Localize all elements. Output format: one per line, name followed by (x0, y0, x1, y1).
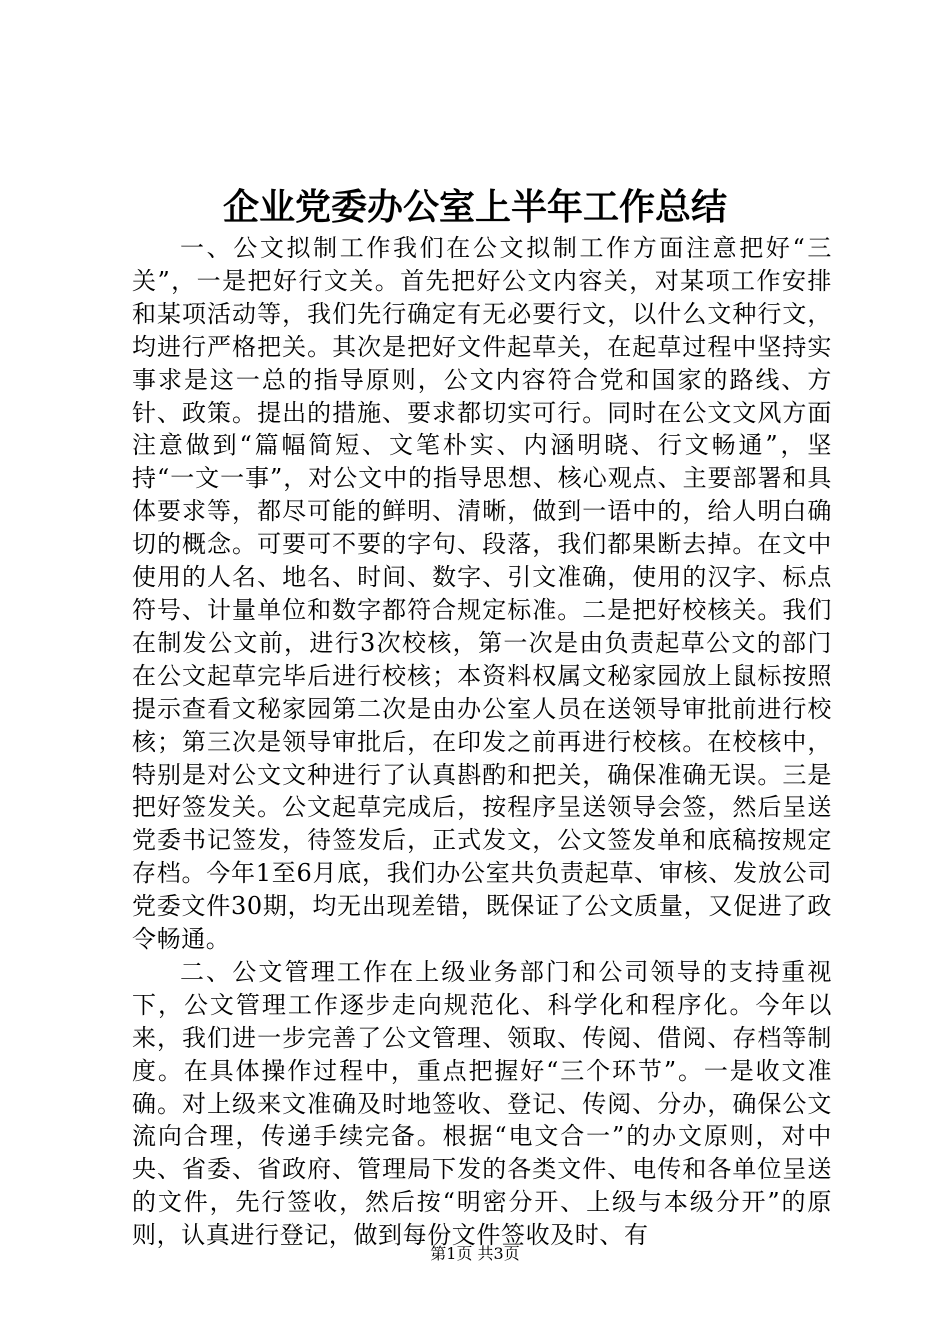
page-indicator: 第1页 共3页 (430, 1244, 520, 1263)
paragraph-1: 一、公文拟制工作我们在公文拟制工作方面注意把好“三关”，一是把好行文关。首先把好公文内容关，对某项工作安排和某项活动等，我们先行确定有无必要行文，以什么文种行文，均进行严格把关。其次是把好文件起草关，在起草过程中坚持实事求是这一总的指导原则，公文内容符合党和国家的路线、方针、政策。提出的措施、要求都切实可行。同时在公文文风方面注意做到“篇幅简短、文笔朴实、内涵明晓、行文畅通”，坚持“一文一事”，对公文中的指导思想、核心观点、主要部署和具体要求等，都尽可能的鲜明、清晰，做到一语中的，给人明白确切的概念。可要可不要的字句、段落，我们都果断去掉。在文中使用的人名、地名、时间、数字、引文准确，使用的汉字、标点符号、计量单位和数字都符合规定标准。二是把好校核关。我们在制发公文前，进行3次校核，第一次是由负责起草公文的部门在公文起草完毕后进行校核；本资料权属文秘家园放上鼠标按照提示查看文秘家园第二次是由办公室人员在送领导审批前进行校核；第三次是领导审批后，在印发之前再进行校核。在校核中，特别是对公文文种进行了认真斟酌和把关，确保准确无误。三是把好签发关。公文起草完成后，按程序呈送领导会签，然后呈送党委书记签发，待签发后，正式发文，公文签发单和底稿按规定存档。今年1至6月底，我们办公室共负责起草、审核、发放公司党委文件30期，均无出现差错，既保证了公文质量，又促进了政令畅通。 (132, 234, 832, 954)
document-title: 企业党委办公室上半年工作总结 (222, 186, 727, 228)
document-body (132, 232, 832, 1252)
paragraph-2: 二、公文管理工作在上级业务部门和公司领导的支持重视下，公文管理工作逐步走向规范化、科学化和程序化。今年以来，我们进一步完善了公文管理、领取、传阅、借阅、存档等制度。在具体操作过程中，重点把握好“三个环节”。一是收文准确。对上级来文准确及时地签收、登记、传阅、分办，确保公文流向合理，传递手续完备。根据“电文合一”的办文原则，对中央、省委、省政府、管理局下发的各类文件、电传和各单位呈送的文件，先行签收，然后按“明密分开、上级与本级分开”的原则，认真进行登记，做到每份文件签收及时、有 (132, 957, 832, 1250)
